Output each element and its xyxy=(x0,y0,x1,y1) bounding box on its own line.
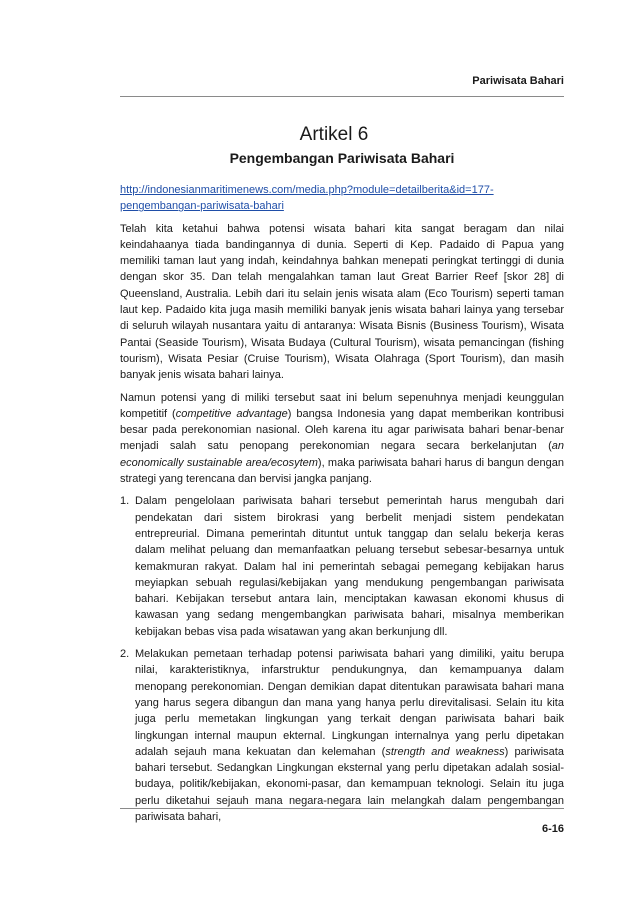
paragraph-2-text-c: ), maka pariwisata bahari harus di bangun dengan strategi yang terencana dan bervisi jangka panjang. xyxy=(120,456,564,486)
list-item-number: 1. xyxy=(120,495,130,508)
paragraph-2-text-a: Namun potensi yang di miliki tersebut saat ini belum sepenuhnya menjadi keunggulan kompetitif ( xyxy=(120,391,564,420)
list-item-emphasis: strength and weakness xyxy=(385,745,505,758)
header-divider xyxy=(120,96,564,97)
paragraph-2 xyxy=(120,390,564,488)
strategy-list xyxy=(120,493,564,825)
running-header: Pariwisata Bahari xyxy=(472,75,564,87)
list-item-text-b: ) pariwisata bahari tersebut. Sedangkan Lingkungan eksternal yang perlu dipetakan adalah sosial-budaya, politik/kebijakan, ekonomi-pasar, dan kemampuan teknologi. Selain itu juga perlu diketahui sejauh mana negara-negara lain melangkah dalam pengembangan pariwisata bahari, xyxy=(135,745,564,823)
footer-divider xyxy=(120,808,564,809)
list-item-number: 2. xyxy=(120,648,130,661)
article-title: Artikel 6 xyxy=(299,124,369,145)
page-number: 6-16 xyxy=(541,823,564,835)
paragraph-2-emphasis-a: competitive advantage xyxy=(175,407,288,420)
source-link-line1[interactable]: http://indonesianmaritimenews.com/media.php?module=detailberita&id=177- xyxy=(120,184,494,196)
paragraph-2-text-b: ) bangsa Indonesia yang dapat memberikan kontribusi besar pada perekonomian nasional. Oleh karena itu agar pariwisata bahari benar-benar menjadi salah satu penopang perekonomian negara secara berkelanjutan ( xyxy=(120,407,564,453)
article-subtitle: Pengembangan Pariwisata Bahari xyxy=(229,150,455,166)
paragraph-1: Telah kita ketahui bahwa potensi wisata bahari kita sangat beragam dan nilai keindahaanya tiada bandingannya di dunia. Seperti di Kep. Padaido di Papua yang memiliki taman laut yang indah, keindahnya bahkan menepati peringkat tertinggi di dunia dengan skor 35. Dan telah mengalahkan taman laut Great Barrier Reef [skor 28] di Queensland, Australia. Lebih dari itu selain jenis wisata alam (Eco Tourism) seperti taman laut kep. Padaido kita juga masih memiliki banyak jenis wisata bahari lainya yang tersebar di seluruh wilayah nusantara yaitu di antaranya: Wisata Bisnis (Business Tourism), Wisata Pantai (Seaside Tourism), Wisata Budaya (Cultural Tourism), wisata pemancingan (fishing tourism), Wisata Pesiar (Cruise Tourism), Wisata Olahraga (Sport Tourism), dan masih banyak jenis wisata bahari lainya. xyxy=(120,222,564,382)
source-link[interactable] xyxy=(120,182,564,215)
paragraph-2-emphasis-b: an economically sustainable area/ecosytem xyxy=(120,440,564,469)
source-link-line2[interactable]: pengembangan-pariwisata-bahari xyxy=(120,200,284,213)
list-item-text-a: Melakukan pemetaan terhadap potensi pariwisata bahari yang dimiliki, yaitu berupa nilai, karakteristiknya, infarstruktur pendukungnya, dan kemampuanya dalam menopang perekonomian. Dengan demikian dapat ditentukan parawisata bahari mana yang harus segera dibangun dan mana yang hanya perlu direvitalisasi. Selain itu kita juga perlu memetakan lingkungan yang terkait dengan pariwisata bahari baik lingkungan internal maupun ekternal. Lingkungan internalnya yang perlu dipetakan adalah sejauh mana kekuatan dan kelemahan ( xyxy=(135,648,564,758)
list-item-text: Dalam pengelolaan pariwisata bahari tersebut pemerintah harus mengubah dari pendekatan dari sistem birokrasi yang berbelit menjadi sistem pendekatan entrepreurial. Dimana pemerintah dituntut untuk tanggap dan selalu bekerja keras dalam melihat peluang dan memanfaatkan peluang tersebut sebesar-besarnya untuk kemakmuran rakyat. Dalam hal ini pemerintah sebagai pemegang kebijakan harus meyiapkan sebuah regulasi/kebijakan yang mendukung pengembangan pariwisata bahari. Kebijakan tersebut antara lain, menciptakan kawasan ekonomi khusus di kawasan yang sedang mengembangkan pariwisata bahari, misalnya memberikan kebijakan bebas visa pada wisatawan yang akan berkunjung dll. xyxy=(135,495,564,638)
list-item xyxy=(120,493,564,640)
list-item xyxy=(120,646,564,825)
article-body xyxy=(120,182,564,831)
